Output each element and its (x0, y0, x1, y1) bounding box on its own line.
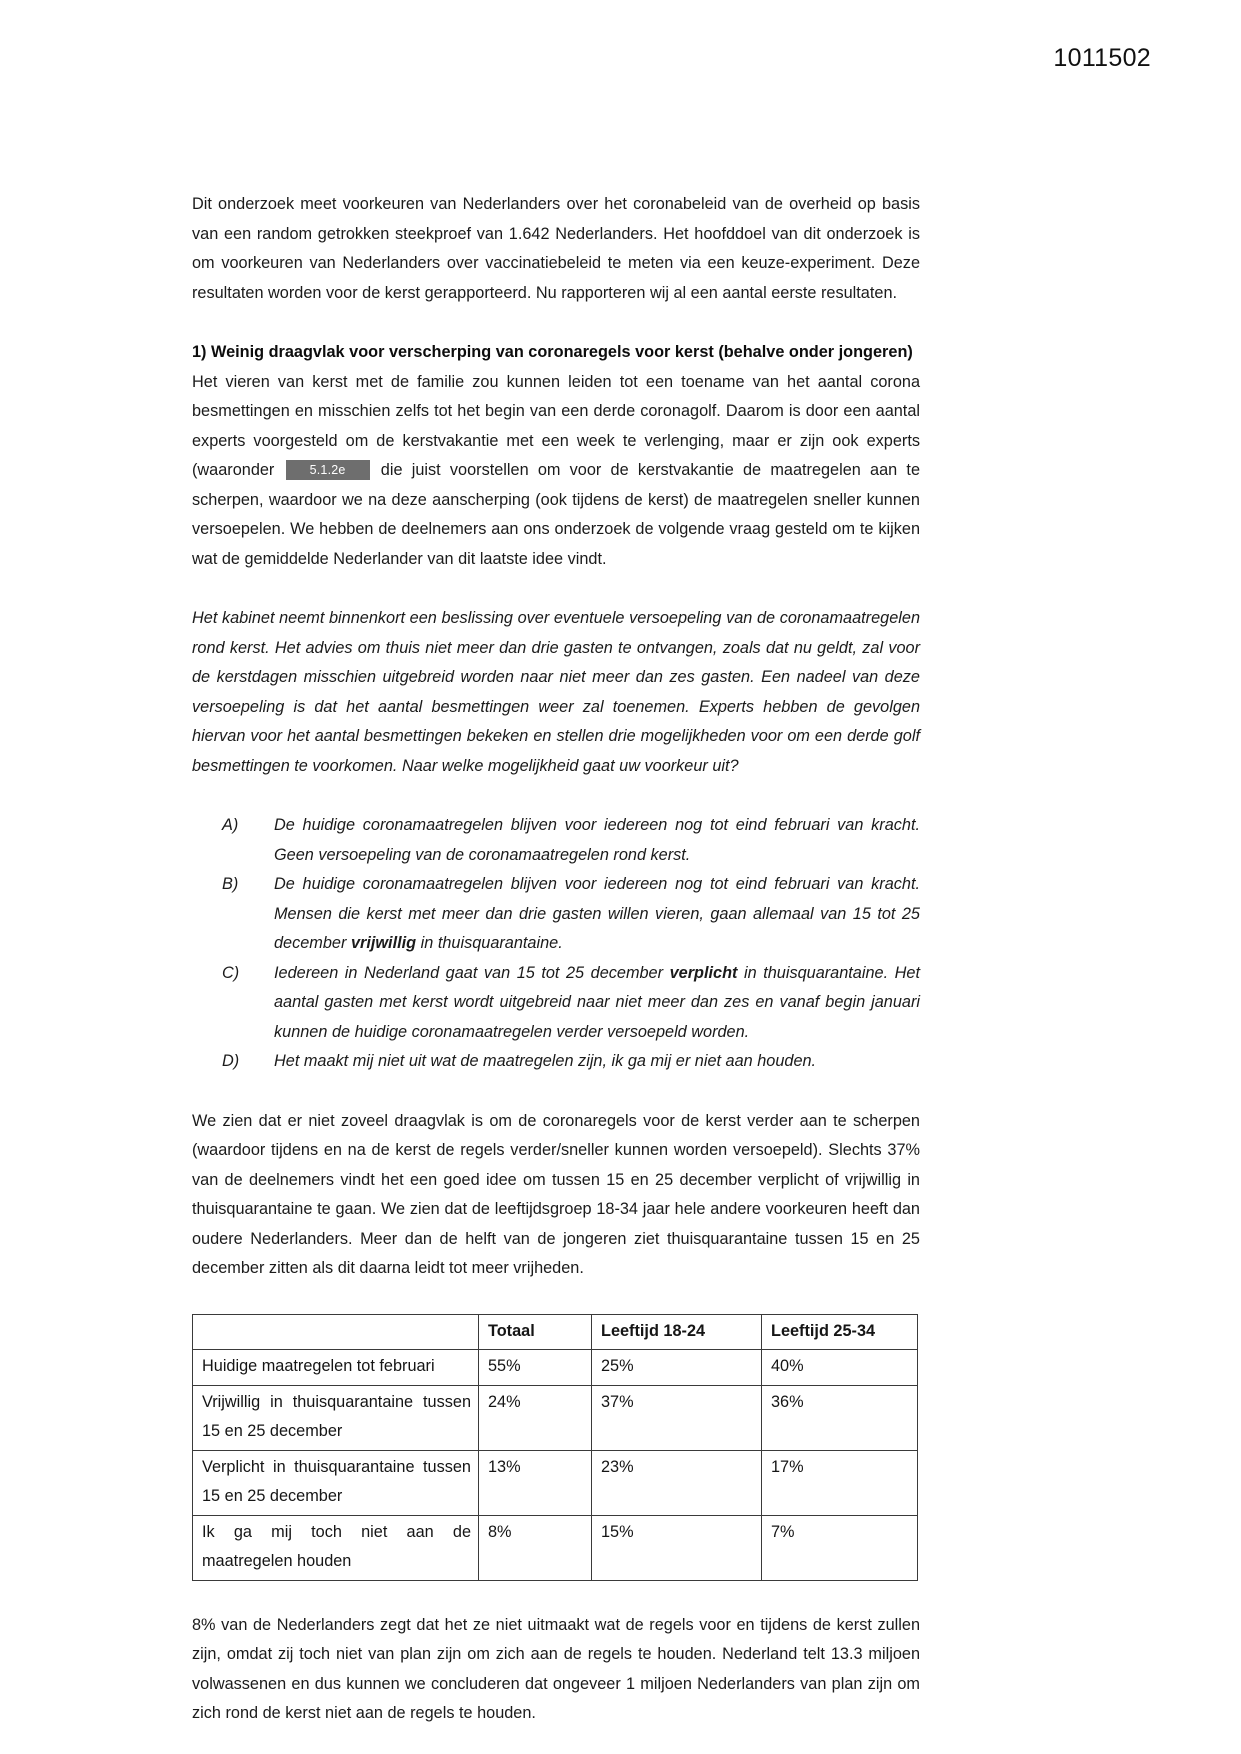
section-1-paragraph-part-2: die juist voorstellen om voor de kerstvakantie de maatregelen aan te scherpen, waardoor we na deze aanscherping (ook tijdens de kerst) de maatregelen sneller kunnen versoepelen. We hebben de deelnemers aan ons onderzoek de volgende vraag gesteld om te kijken wat de gemiddelde Nederlander van dit laatste idee vindt. (192, 461, 920, 568)
document-body (192, 190, 920, 1729)
table-row (193, 1385, 918, 1450)
spacer (192, 1077, 920, 1107)
list-item (222, 959, 920, 1048)
table-cell-leeftijd-25-34: 40% (762, 1350, 918, 1386)
section-1-paragraph-part-1: Het vieren van kerst met de familie zou kunnen leiden tot een toename van het aantal corona besmettingen en misschien zelfs tot het begin van een derde coronagolf. Daarom is door een aantal experts voorgesteld om de kerstvakantie met een week te verlenging, maar er zijn ook experts (waaronder (192, 372, 920, 479)
table-cell-label: Ik ga mij toch niet aan de maatregelen houden (193, 1515, 479, 1580)
choice-marker: D) (222, 1052, 240, 1070)
table-row (193, 1515, 918, 1580)
table-header-row (193, 1314, 918, 1350)
choice-marker: B) (222, 875, 239, 893)
table-row (193, 1450, 918, 1515)
survey-question-intro: Het kabinet neemt binnenkort een beslissing over eventuele versoepeling van de coronamaatregelen rond kerst. Het advies om thuis niet meer dan drie gasten te ontvangen, zoals dat nu geldt, zal voor de kerstdagen misschien uitgebreid worden naar niet meer dan zes gasten. Een nadeel van deze versoepeling is dat het aantal besmettingen weer zal toenemen. Experts hebben de gevolgen hiervan voor het aantal besmettingen bekeken en stellen drie mogelijkheden voor om een derde golf besmettingen te voorkomen. Naar welke mogelijkheid gaat uw voorkeur uit? (192, 609, 920, 775)
intro-paragraph: Dit onderzoek meet voorkeuren van Nederlanders over het coronabeleid van de overheid op basis van een random getrokken steekproef van 1.642 Nederlanders. Het hoofddoel van dit onderzoek is om voorkeuren van Nederlanders over vaccinatiebeleid te meten via een keuze-experiment. Deze resultaten worden voor de kerst gerapporteerd. Nu rapporteren wij al een aantal eerste resultaten. (192, 195, 920, 302)
choice-text-before-bold: Het maakt mij niet uit wat de maatregelen zijn, ik ga mij er niet aan houden. (274, 1052, 817, 1070)
spacer (192, 308, 920, 338)
table-cell-leeftijd-18-24: 15% (592, 1515, 762, 1580)
results-paragraph: We zien dat er niet zoveel draagvlak is om de coronaregels voor de kerst verder aan te scherpen (waardoor tijdens en na de kerst de regels verder/sneller kunnen worden versoepeld). Slechts 37% van de deelnemers vindt het een goed idee om tussen 15 en 25 december verplicht of vrijwillig in thuisquarantaine te gaan. We zien dat de leeftijdsgroep 18-34 jaar hele andere voorkeuren heeft dan oudere Nederlanders. Meer dan de helft van de jongeren ziet thuisquarantaine tussen 15 en 25 december zitten als dit daarna leidt tot meer vrijheden. (192, 1111, 920, 1277)
table-header-cell-totaal: Totaal (479, 1314, 592, 1350)
choice-marker: A) (222, 816, 239, 834)
choice-text-after-bold: in thuisquarantaine. Het aantal gasten met kerst wordt uitgebreid naar niet meer dan zes en vanaf begin januari kunnen de huidige coronamaatregelen verder versoepeld worden. (274, 963, 920, 1041)
spacer (192, 781, 920, 811)
table-row (193, 1350, 918, 1386)
survey-choice-list (192, 811, 920, 1077)
choice-text-bold: vrijwillig (350, 934, 417, 952)
results-table (192, 1314, 918, 1581)
choice-marker: C) (222, 963, 240, 982)
table-cell-label: Verplicht in thuisquarantaine tussen 15 en 25 december (193, 1450, 479, 1515)
list-item (222, 1047, 920, 1077)
table-cell-leeftijd-18-24: 37% (592, 1385, 762, 1450)
choice-text-bold: verplicht (669, 963, 738, 982)
table-cell-leeftijd-25-34: 7% (762, 1515, 918, 1580)
list-item (222, 811, 920, 870)
table-cell-leeftijd-18-24: 25% (592, 1350, 762, 1386)
page-header-number: 1011502 (1053, 44, 1151, 72)
choice-text-before-bold: De huidige coronamaatregelen blijven voor iedereen nog tot eind februari van kracht. Geen versoepeling van de coronamaatregelen rond kerst. (274, 816, 920, 864)
table-cell-totaal: 13% (479, 1450, 592, 1515)
table-header-cell-blank (193, 1314, 479, 1350)
choice-text-after-bold: in thuisquarantaine. (416, 934, 563, 952)
spacer (192, 574, 920, 604)
table-header-cell-leeftijd-25-34: Leeftijd 25-34 (762, 1314, 918, 1350)
table-cell-totaal: 8% (479, 1515, 592, 1580)
list-item (222, 870, 920, 959)
table-cell-leeftijd-25-34: 36% (762, 1385, 918, 1450)
choice-text-before-bold: De huidige coronamaatregelen blijven voor iedereen nog tot eind februari van kracht. Mensen die kerst met meer dan drie gasten willen vieren, gaan allemaal van 15 tot 25 december (274, 875, 920, 952)
table-cell-leeftijd-18-24: 23% (592, 1450, 762, 1515)
spacer (192, 1581, 920, 1611)
choice-text-before-bold: Iedereen in Nederland gaat van 15 tot 25 december (274, 963, 670, 982)
table-cell-label: Vrijwillig in thuisquarantaine tussen 15 en 25 december (193, 1385, 479, 1450)
table-header-cell-leeftijd-18-24: Leeftijd 18-24 (592, 1314, 762, 1350)
table-cell-label: Huidige maatregelen tot februari (193, 1350, 479, 1386)
redaction-box: 5.1.2e (286, 460, 370, 480)
closing-paragraph: 8% van de Nederlanders zegt dat het ze niet uitmaakt wat de regels voor en tijdens de kerst zullen zijn, omdat zij toch niet van plan zijn om zich aan de regels te houden. Nederland telt 13.3 miljoen volwassenen en dus kunnen we concluderen dat ongeveer 1 miljoen Nederlanders van plan zijn om zich rond de kerst niet aan de regels te houden. (192, 1615, 920, 1722)
table-cell-totaal: 55% (479, 1350, 592, 1386)
table-cell-totaal: 24% (479, 1385, 592, 1450)
section-1-heading: 1) Weinig draagvlak voor verscherping van coronaregels voor kerst (behalve onder jongeren) (192, 343, 913, 361)
table-cell-leeftijd-25-34: 17% (762, 1450, 918, 1515)
section-1-paragraph (192, 368, 920, 575)
spacer (192, 1284, 920, 1314)
